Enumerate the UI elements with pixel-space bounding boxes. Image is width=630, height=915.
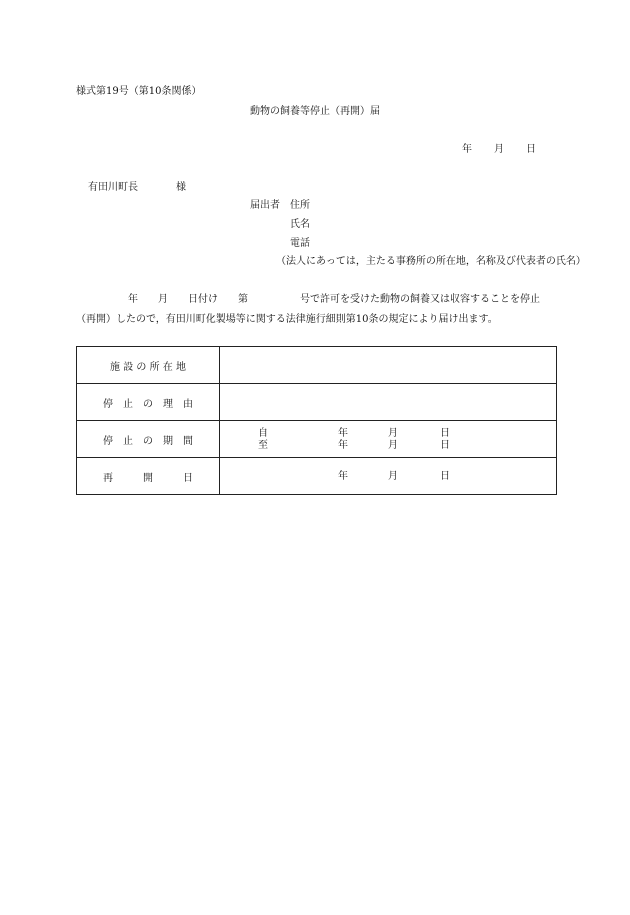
submission-date <box>462 144 536 156</box>
resume-year: 年 <box>338 471 348 482</box>
period-from-year: 年 <box>338 428 348 439</box>
suspension-period-label: 停 止 の 期 間 <box>77 421 220 458</box>
address-label: 住所 <box>290 200 310 211</box>
facility-location-label: 施 設 の 所 在 地 <box>77 347 220 384</box>
period-to: 至 <box>258 440 268 451</box>
notifier-label: 届出者 <box>250 200 280 211</box>
table-row <box>77 458 557 495</box>
date-year: 年 <box>462 144 472 155</box>
period-to-day: 日 <box>440 440 450 451</box>
period-from-day: 日 <box>440 428 450 439</box>
resume-day: 日 <box>440 471 450 482</box>
body-number-prefix: 第 <box>238 294 248 305</box>
period-from: 自 <box>258 428 268 439</box>
resume-month: 月 <box>388 471 398 482</box>
date-day: 日 <box>526 144 536 155</box>
form-number: 様式第19号（第10条関係） <box>76 86 202 97</box>
period-from-month: 月 <box>388 428 398 439</box>
info-table <box>76 346 557 495</box>
body-year: 年 <box>128 294 138 305</box>
name-label: 氏名 <box>290 219 310 230</box>
suspension-reason-value[interactable] <box>220 384 557 421</box>
addressee <box>88 182 186 194</box>
body-day-dated: 日付け <box>188 294 218 305</box>
period-to-month: 月 <box>388 440 398 451</box>
table-row <box>77 384 557 421</box>
body-text-line1 <box>128 294 540 306</box>
resumption-date-value[interactable] <box>220 458 557 495</box>
body-month: 月 <box>158 294 168 305</box>
table-row <box>77 421 557 458</box>
phone-label: 電話 <box>290 238 310 249</box>
period-to-year: 年 <box>338 440 348 451</box>
body-text-line2: （再開）したので，有田川町化製場等に関する法律施行細則第10条の規定により届け出ます。 <box>76 314 498 325</box>
facility-location-value[interactable] <box>220 347 557 384</box>
suspension-period-value[interactable] <box>220 421 557 458</box>
resumption-date-label: 再 開 日 <box>77 458 220 495</box>
table-row <box>77 347 557 384</box>
addressee-honorific: 様 <box>176 182 186 193</box>
corporate-note: （法人にあっては，主たる事務所の所在地，名称及び代表者の氏名） <box>276 256 586 267</box>
date-month: 月 <box>494 144 504 155</box>
document-title: 動物の飼養等停止（再開）届 <box>250 106 380 117</box>
suspension-reason-label: 停 止 の 理 由 <box>77 384 220 421</box>
body-line1-rest: 号で許可を受けた動物の飼養又は収容することを停止 <box>300 294 540 305</box>
addressee-name: 有田川町長 <box>88 182 138 193</box>
